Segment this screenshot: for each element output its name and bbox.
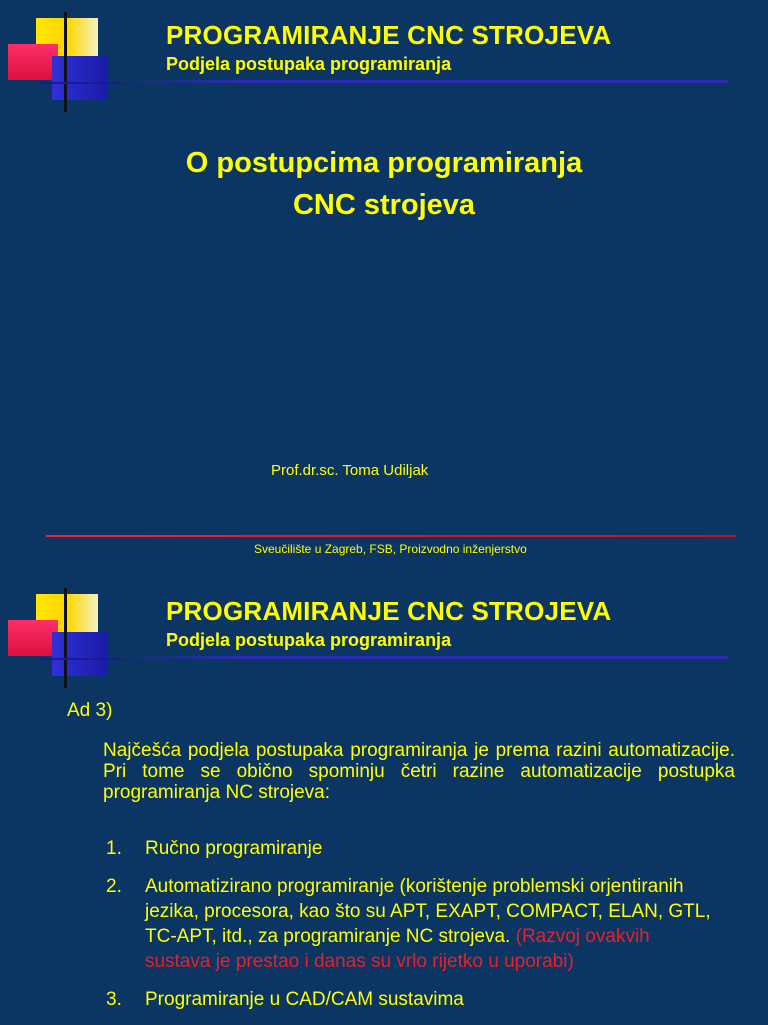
list-item [106,987,716,1012]
main-heading [0,142,768,226]
slide-2 [0,576,768,1024]
slide-title: PROGRAMIRANJE CNC STROJEVA [166,596,612,626]
heading-line-2: CNC strojeva [292,189,476,221]
logo-decoration [8,594,108,684]
footer-text: Sveučilište u Zagreb, FSB, Proizvodno inženjerstvo [254,542,527,556]
title-rule [120,656,728,659]
list-number: 3. [106,989,122,1010]
list-number: 2. [106,876,122,897]
logo-decoration [8,18,108,108]
slide-title: PROGRAMIRANJE CNC STROJEVA [166,20,612,50]
slide-subtitle: Podjela postupaka programiranja [166,630,452,650]
footer-rule [46,535,736,537]
title-rule [120,80,728,83]
list-item [106,836,716,861]
list-number: 1. [106,838,122,859]
list-text: Ručno programiranje [145,838,323,859]
list-text: Automatizirano programiranje (korištenje problemski orjentiranih jezika, procesora, kao što su APT, EXAPT, COMPACT, ELAN, GTL, TC-APT, itd., za programiranje NC strojeva. [145,876,711,947]
levels-list [106,836,716,1025]
heading-line-1: O postupcima programiranja [185,147,583,179]
list-item [106,874,716,974]
list-text: Programiranje u CAD/CAM sustavima [145,989,464,1010]
author: Prof.dr.sc. Toma Udiljak [271,462,429,479]
list-note: (Razvoj ovakvih sustava je prestao i danas su vrlo rijetko u uporabi) [145,926,650,972]
slide-subtitle: Podjela postupaka programiranja [166,54,452,74]
ad-label: Ad 3) [67,700,113,721]
intro-paragraph: Najčešća podjela postupaka programiranja je prema razini automatizacije. Pri tome se obično spominju četri razine automatizacije postupka programiranja NC strojeva: [103,740,735,803]
